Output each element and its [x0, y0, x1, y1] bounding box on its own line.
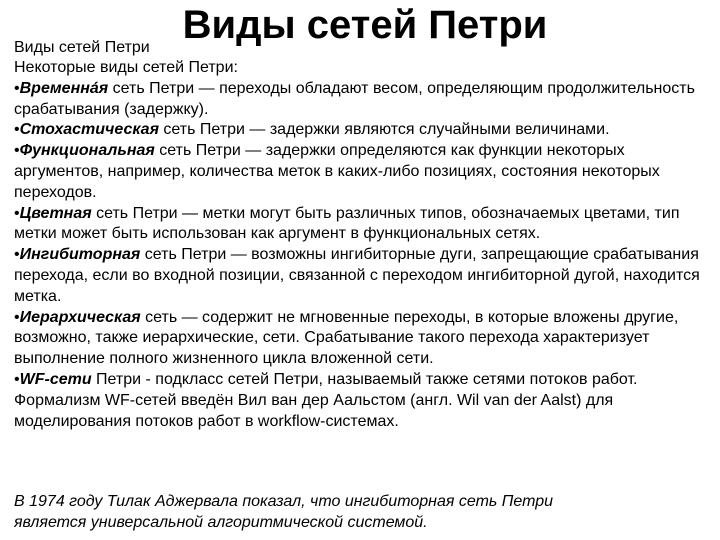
term-stochastic: Стохастическая [19, 121, 159, 139]
bullet: • [14, 246, 20, 264]
content-body [14, 58, 714, 432]
footnote [14, 492, 714, 534]
list-item [14, 79, 714, 121]
bullet: • [14, 204, 20, 222]
footnote-line: является универсальной алгоритмической системой. [14, 513, 428, 531]
term-timed: Временна́я [19, 79, 109, 97]
item-text: сеть Петри — возможны ингибиторные дуги, запрещающие срабатывания перехода, если во входной позиции, связанной с переходом ингибиторной дугой, находится метка. [14, 246, 700, 305]
list-item [14, 308, 714, 370]
term-inhibitor: Ингибиторная [19, 246, 141, 264]
footnote-line: В 1974 году Тилак Аджервала показал, что ингибиторная сеть Петри [14, 493, 554, 510]
item-text: сеть — содержит не мгновенные переходы, в которые вложены другие, возможно, также иерархические, сети. Срабатывание такого перехода характеризует выполнение полного жизненного цикла вложенной сети. [14, 308, 679, 368]
term-functional: Функциональная [19, 142, 155, 160]
term-wf-nets: WF-сети [19, 370, 92, 388]
item-text: сеть Петри — задержки являются случайными величинами. [158, 121, 610, 139]
item-text: сеть Петри — переходы обладают весом, определяющим продолжительность срабатывания (задержку). [14, 79, 695, 118]
list-item [14, 204, 714, 246]
term-hierarchical: Иерархическая [19, 308, 141, 326]
intro-text: Некоторые виды сетей Петри: [14, 59, 238, 76]
list-item [14, 370, 714, 432]
bullet: • [14, 142, 20, 160]
item-text: сеть Петри — задержки определяются как функции некоторых аргументов, например, количества меток в каких-либо позициях, состояния некоторых переходов. [14, 142, 660, 201]
bullet: • [14, 308, 20, 326]
slide-title: Виды сетей Петри [182, 3, 548, 47]
bullet: • [14, 370, 20, 388]
bullet: • [14, 79, 20, 97]
list-item [14, 245, 714, 307]
slide-subtitle: Виды сетей Петри [14, 39, 150, 56]
list-item [14, 141, 714, 203]
term-colored: Цветная [19, 204, 92, 222]
list-item [14, 120, 714, 141]
item-text: Петри - подкласс сетей Петри, называемый также сетями потоков работ. Формализм WF-сетей введён Вил ван дер Аальстом (англ. Wil van der Aalst) для моделирования потоков работ в workflow-системах. [14, 370, 638, 430]
item-text: сеть Петри — метки могут быть различных типов, обозначаемых цветами, тип метки может быть использован как аргумент в функциональных сетях. [14, 204, 680, 243]
bullet: • [14, 121, 20, 139]
